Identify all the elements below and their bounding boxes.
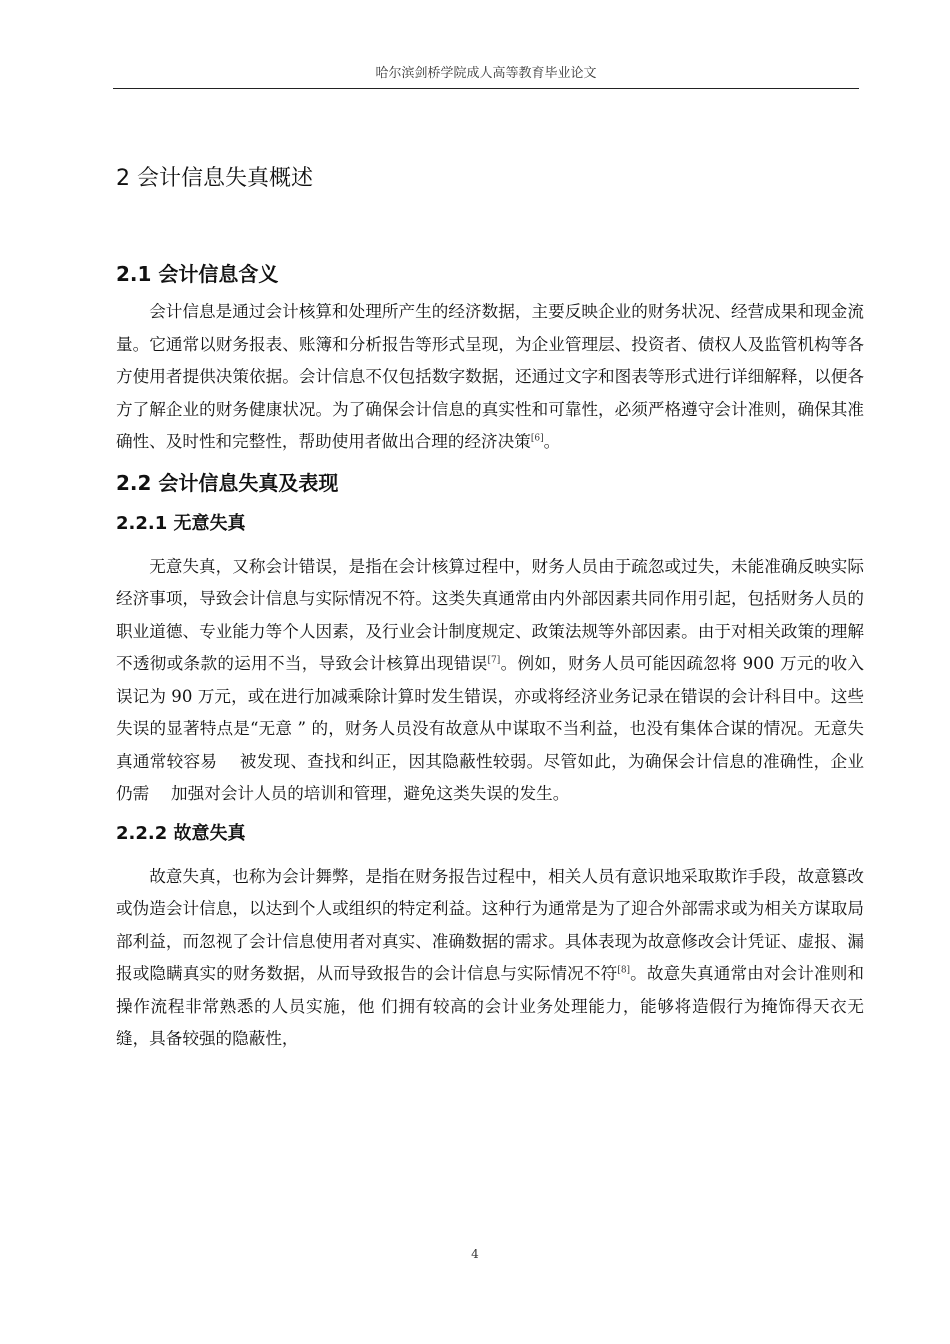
citation-8: [8] [617, 965, 631, 976]
paragraph-text-cont: 。例如，财务人员可能因疏忽将 900 万元的收入误记为 90 万元，或在进行加减乘除计算时发生错误，亦或将经济业务记录在错误的会计科目中。这些失误的显著特点是“无意 ” 的，财务人员没有故意从中谋取不当利益，也没有集体合谋的情况。无意失真通常较容易 被发现、查找和纠正，因其隐蔽性较弱。尽管如此，为确保会计信息的准确性，企业仍需 加强对会计人员的培训和管理，避免这类失误的发生。 [116, 654, 864, 803]
section-2-2-1-title: 2.2.1 无意失真 [116, 512, 246, 534]
paragraph-end: 。 [543, 432, 561, 451]
citation-7: [7] [487, 655, 501, 666]
section-2-2-2-paragraph [116, 861, 864, 1056]
running-header: 哈尔滨剑桥学院成人高等教育毕业论文 [113, 64, 859, 89]
chapter-title: 2 会计信息失真概述 [116, 166, 313, 191]
paragraph-text: 会计信息是通过会计核算和处理所产生的经济数据，主要反映企业的财务状况、经营成果和现金流量。它通常以财务报表、账簿和分析报告等形式呈现，为企业管理层、投资者、债权人及监管机构等各方使用者提供决策依据。会计信息不仅包括数字数据，还通过文字和图表等形式进行详细解释，以便各方了解企业的财务健康状况。为了确保会计信息的真实性和可靠性，必须严格遵守会计准则，确保其准确性、及时性和完整性，帮助使用者做出合理的经济决策 [116, 302, 864, 451]
section-2-2-2-title: 2.2.2 故意失真 [116, 822, 246, 844]
section-2-2-1-paragraph [116, 551, 864, 811]
citation-6: [6] [530, 433, 544, 444]
paragraph-text-cont: 。故意失真通常由对会计准则和操作流程非常熟悉的人员实施，他 们拥有较高的会计业务处理能力，能够将造假行为掩饰得天衣无缝，具备较强的隐蔽性， [116, 964, 865, 1048]
main-content [116, 150, 866, 1056]
paragraph-text: 无意失真，又称会计错误，是指在会计核算过程中，财务人员由于疏忽或过失，未能准确反映实际经济事项，导致会计信息与实际情况不符。这类失真通常由内外部因素共同作用引起，包括财务人员的职业道德、专业能力等个人因素，及行业会计制度规定、政策法规等外部因素。由于对相关政策的理解不透彻或条款的运用不当，导致会计核算出现错误 [116, 556, 864, 673]
section-2-2-title: 2.2 会计信息失真及表现 [116, 470, 339, 495]
section-2-1-title: 2.1 会计信息含义 [116, 262, 279, 286]
page-number: 4 [471, 1247, 479, 1261]
paragraph-text: 故意失真，也称为会计舞弊，是指在财务报告过程中，相关人员有意识地采取欺诈手段，故意篡改或伪造会计信息，以达到个人或组织的特定利益。这种行为通常是为了迎合外部需求或为相关方谋取局部利益，而忽视了会计信息使用者对真实、准确数据的需求。具体表现为故意修改会计凭证、虚报、漏报或隐瞒真实的财务数据，从而导致报告的会计信息与实际情况不符 [116, 866, 864, 983]
section-2-1-paragraph [116, 296, 864, 459]
